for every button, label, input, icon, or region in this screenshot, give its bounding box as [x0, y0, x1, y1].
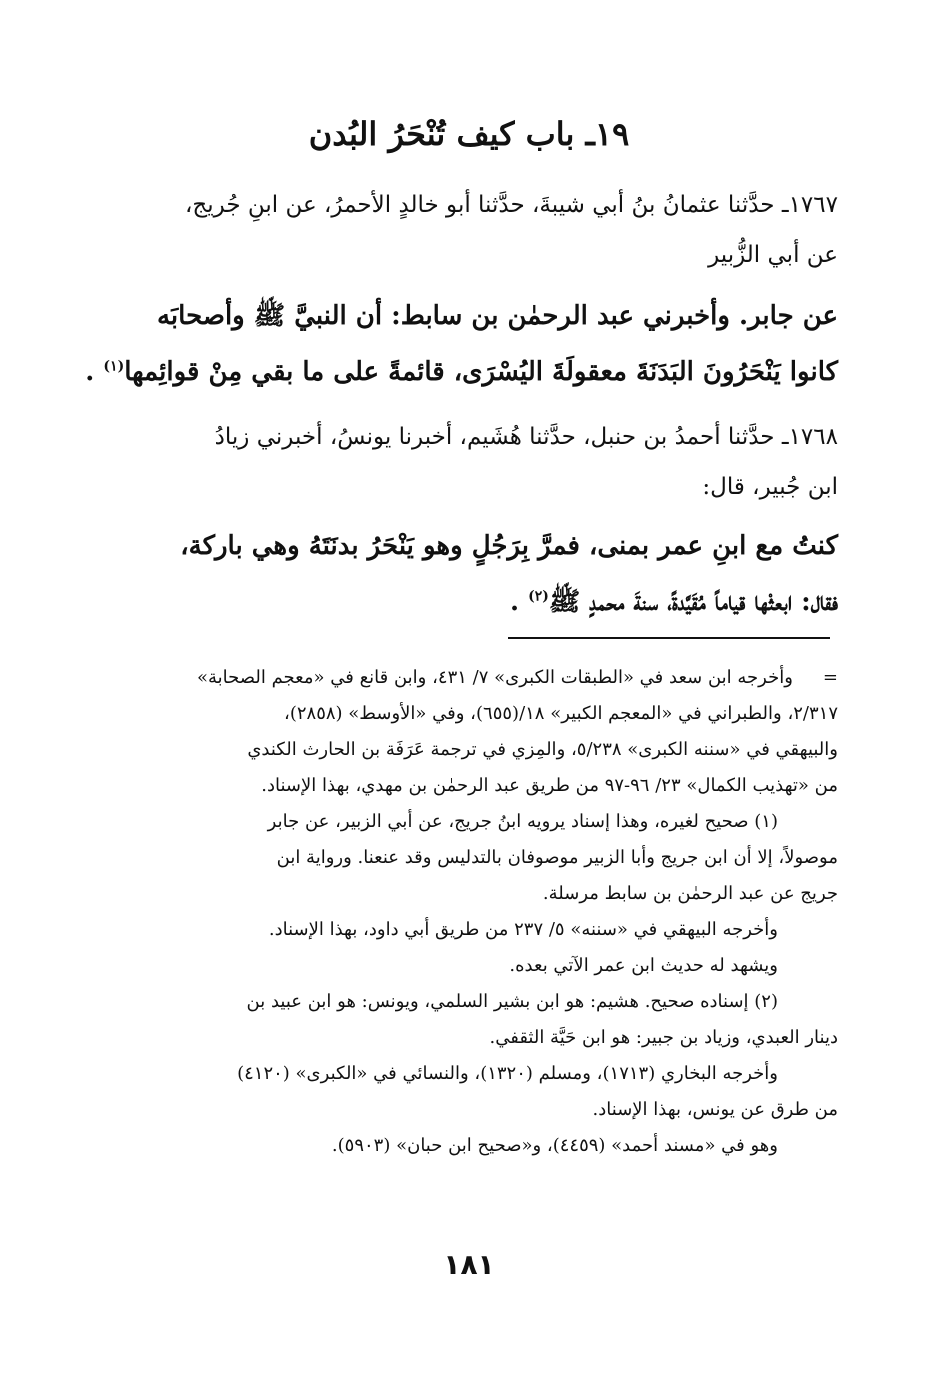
hadith-1767-isnad — [96, 180, 838, 280]
footnotes — [96, 660, 838, 1164]
continuation-mark: = — [822, 667, 838, 688]
matn-line: عن جابر. وأخبرني عبد الرحمٰن بن سابط: أن النبيَّ ﷺ وأصحابَه — [156, 301, 838, 331]
footnote-ref-2: (٢) — [528, 588, 549, 605]
isnad-line: ١٧٦٧ـ حدَّثنا عثمانُ بنُ أبي شيبةَ، حدَّثنا أبو خالدٍ الأحمرُ، عن ابنِ جُريج، — [184, 192, 838, 218]
chapter-title: ١٩ـ باب كيف تُنْحَرُ البُدن — [308, 115, 630, 153]
footnote-divider — [508, 637, 830, 639]
footnote-continuation-line: من «تهذيب الكمال» ٢٣/ ٩٦-٩٧ من طريق عبد الرحمٰن بن مهدي، بهذا الإسناد. — [261, 775, 838, 796]
footnote-text: وأخرجه ابن سعد في «الطبقات الكبرى» ٧/ ٤٣١، وابن قانع في «معجم الصحابة» — [196, 667, 793, 688]
footnote-continuation-line: ٢/٣١٧، والطبراني في «المعجم الكبير» ١٨/(٦٥٥)، وفي «الأوسط» (٢٨٥٨)، — [284, 703, 838, 724]
hadith-1767-matn — [85, 288, 838, 400]
footnote-2-line: وهو في «مسند أحمد» (٤٤٥٩)، و«صحيح ابن حبان» (٥٩٠٣). — [331, 1135, 778, 1156]
matn-line — [85, 344, 838, 400]
page-number: ١٨١ — [443, 1248, 495, 1281]
footnote-1-line: وأخرجه البيهقي في «سننه» ٥/ ٢٣٧ من طريق أبي داود، بهذا الإسناد. — [268, 919, 778, 940]
hadith-1768-matn — [96, 518, 838, 630]
matn-end: . — [509, 587, 519, 617]
matn-text: كانوا يَنْحَرُونَ البَدَنَةَ معقولَةَ اليُسْرَى، قائمةً على ما بقي مِنْ قوائِمها — [124, 357, 838, 387]
footnote-1-line: جريج عن عبد الرحمٰن بن سابط مرسلة. — [542, 883, 838, 904]
isnad-line: ١٧٦٨ـ حدَّثنا أحمدُ بن حنبل، حدَّثنا هُشَيم، أخبرنا يونسُ، أخبرني زيادُ — [214, 424, 838, 450]
footnote-1-line: ويشهد له حديث ابن عمر الآتي بعده. — [509, 955, 778, 976]
matn-line — [96, 574, 838, 630]
footnote-1-line: (١) صحيح لغيره، وهذا إسناد يرويه ابنُ جريج، عن أبي الزبير، عن جابر — [267, 811, 778, 832]
footnote-2-line: من طرق عن يونس، بهذا الإسناد. — [592, 1099, 838, 1120]
matn-line: كنتُ مع ابنِ عمر بمنى، فمرَّ بِرَجُلٍ وهو يَنْحَرُ بدنَتَهُ وهي باركة، — [180, 531, 838, 561]
isnad-line: عن أبي الزُّبير — [708, 242, 838, 268]
isnad-line: ابن جُبير، قال: — [702, 474, 838, 500]
hadith-1768-isnad — [96, 412, 838, 512]
footnote-1-line: موصولاً، إلا أن ابن جريج وأبا الزبير موصوفان بالتدليس وقد عنعنا. ورواية ابن — [276, 847, 838, 868]
footnote-2-line: وأخرجه البخاري (١٧١٣)، ومسلم (١٣٢٠)، والنسائي في «الكبرى» (٤١٢٠) — [237, 1063, 778, 1084]
footnote-2-line: دينار العبدي، وزياد بن جبير: هو ابن حَيَّة الثقفي. — [489, 1027, 838, 1048]
footnote-2-line: (٢) إسناده صحيح. هشيم: هو ابن بشير السلمي، ويونس: هو ابن عبيد بن — [246, 991, 778, 1012]
footnote-continuation-line — [96, 660, 838, 696]
matn-text: فقال: ابعثْها قياماً مُقَيَّدةً، سنةَ محمدٍ ﷺ — [548, 587, 838, 617]
footnote-ref-1: (١) — [103, 358, 125, 375]
matn-end: . — [85, 357, 95, 387]
footnote-continuation-line: والبيهقي في «سننه الكبرى» ٥/٢٣٨، والمِزي في ترجمة عَرَفَة بن الحارث الكندي — [247, 739, 838, 760]
